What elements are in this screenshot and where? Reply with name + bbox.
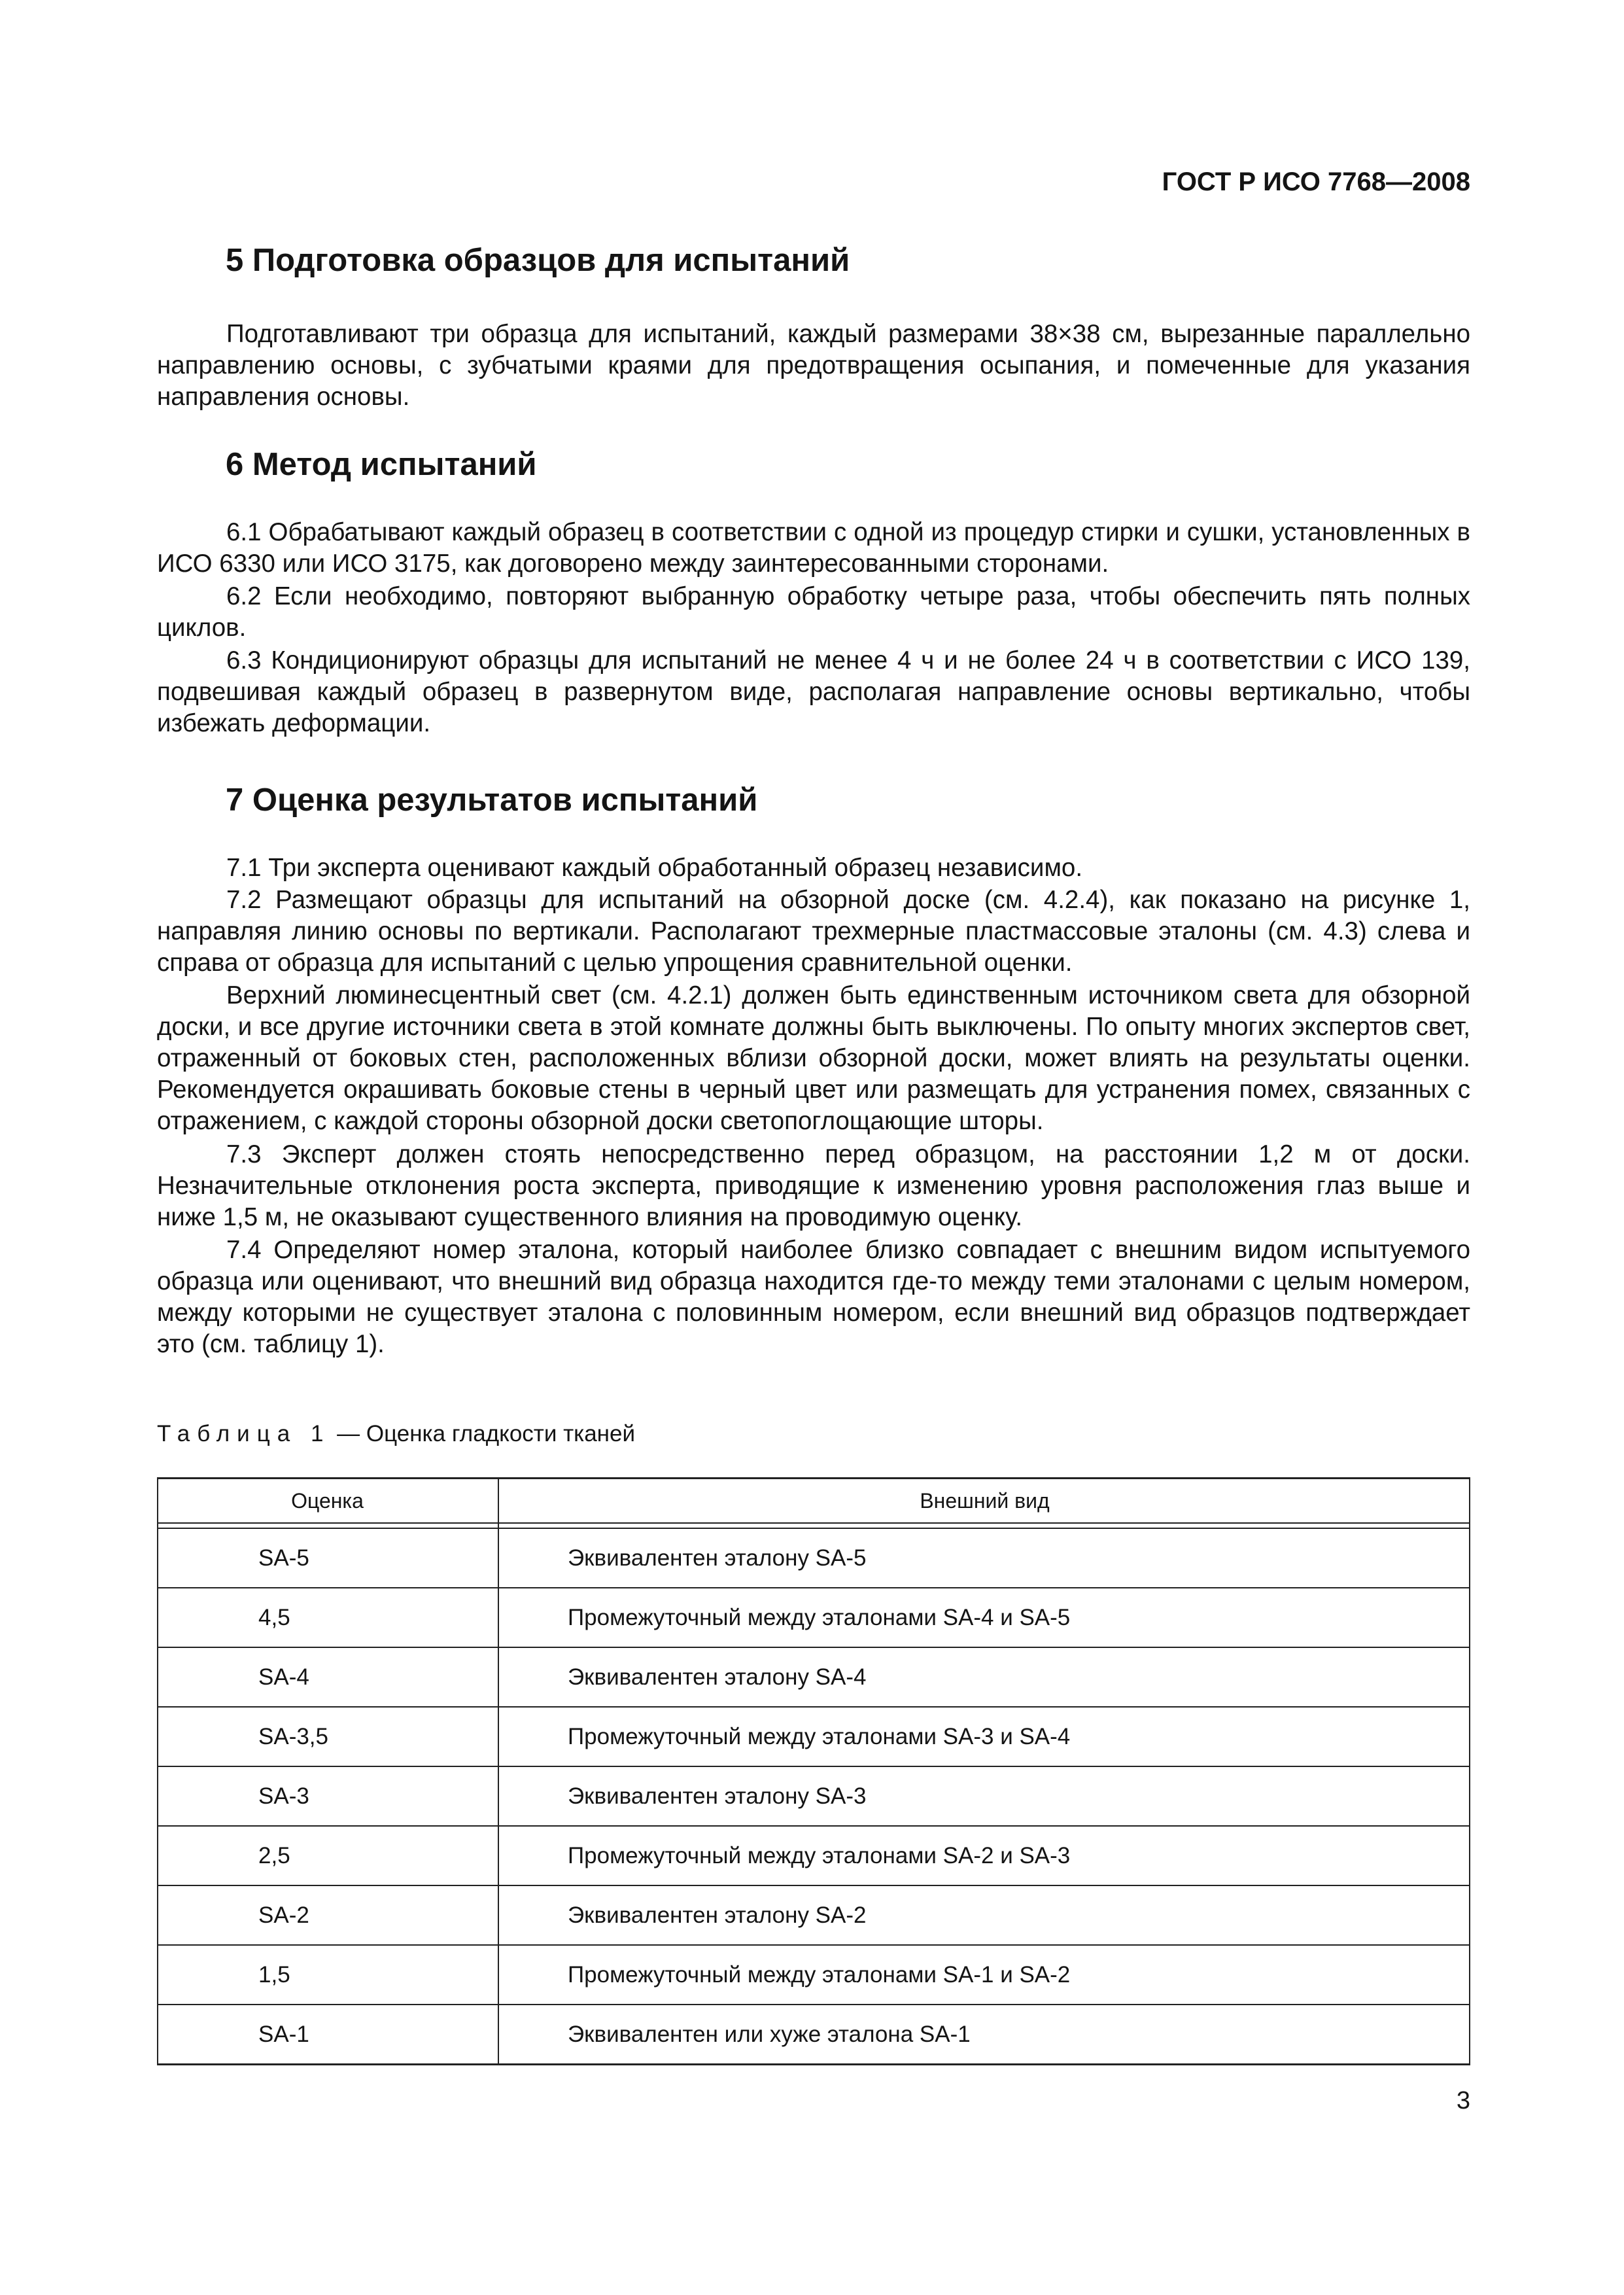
appearance-cell: Промежуточный между эталонами SA-2 и SA-3 xyxy=(498,1826,1470,1885)
section-6-3-paragraph: 6.3 Кондиционируют образцы для испытаний не менее 4 ч и не более 24 ч в соответствии с ИСО 139, подвешивая каждый образец в развернутом виде, располагая направление основы вертикально, чтобы избежать деформации. xyxy=(157,646,1470,737)
section-6-heading: 6 Метод испытаний xyxy=(226,447,537,482)
grade-cell: SA-5 xyxy=(157,1528,498,1588)
appearance-cell: Промежуточный между эталонами SA-1 и SA-2 xyxy=(498,1945,1470,2005)
section-7-3-paragraph: 7.3 Эксперт должен стоять непосредственно перед образцом, на расстоянии 1,2 м от доски. Незначительные отклонения роста эксперта, приводящие к изменению уровня расположения глаз выше и ниже 1,5 м, не оказывают существенного влияния на проводимую оценку. xyxy=(157,1140,1470,1231)
table-row xyxy=(157,1528,1470,1588)
section-7-4-paragraph: 7.4 Определяют номер эталона, который наиболее близко совпадает с внешним видом испытуемого образца или оценивают, что внешний вид образца находится где-то между теми эталонами с целым номером, между которыми не существует эталона с половинным номером, если внешний вид образцов подтверждает это (см. таблицу 1). xyxy=(157,1236,1470,1358)
section-7-1-paragraph: 7.1 Три эксперта оценивают каждый обработанный образец независимо. xyxy=(226,854,1083,882)
table-caption xyxy=(157,1421,1138,1447)
appearance-cell: Эквивалентен эталону SA-2 xyxy=(498,1885,1470,1945)
grading-table xyxy=(157,1477,1470,2065)
table-row xyxy=(157,1885,1470,1945)
appearance-cell: Промежуточный между эталонами SA-3 и SA-4 xyxy=(498,1707,1470,1766)
section-7-2-paragraph: 7.2 Размещают образцы для испытаний на обзорной доске (см. 4.2.4), как показано на рисунке 1, направляя линию основы по вертикали. Располагают трехмерные пластмассовые эталоны (см. 4.3) слева и справа от образца для испытаний с целью упрощения сравнительной оценки. xyxy=(157,886,1470,977)
table-row xyxy=(157,1588,1470,1647)
document-code: ГОСТ Р ИСО 7768—2008 xyxy=(1162,167,1470,196)
table-1 xyxy=(157,1477,1470,2065)
grade-cell: SA-1 xyxy=(157,2005,498,2065)
table-row xyxy=(157,1707,1470,1766)
grade-cell: 2,5 xyxy=(157,1826,498,1885)
grade-cell: 1,5 xyxy=(157,1945,498,2005)
appearance-cell: Эквивалентен эталону SA-4 xyxy=(498,1647,1470,1707)
table-row xyxy=(157,1945,1470,2005)
grade-cell: SA-3 xyxy=(157,1766,498,1826)
page-number: 3 xyxy=(1456,2087,1470,2114)
table-row xyxy=(157,1766,1470,1826)
header-grade: Оценка xyxy=(157,1479,498,1524)
table-caption-title: — Оценка гладкости тканей xyxy=(330,1421,636,1446)
section-5-heading: 5 Подготовка образцов для испытаний xyxy=(226,243,850,278)
appearance-cell: Промежуточный между эталонами SA-4 и SA-5 xyxy=(498,1588,1470,1647)
appearance-cell: Эквивалентен эталону SA-5 xyxy=(498,1528,1470,1588)
section-6-1-paragraph: 6.1 Обрабатывают каждый образец в соответствии с одной из процедур стирки и сушки, установленных в ИСО 6330 или ИСО 3175, как договорено между заинтересованными сторонами. xyxy=(157,518,1470,578)
section-6-2-paragraph: 6.2 Если необходимо, повторяют выбранную обработку четыре раза, чтобы обеспечить пять полных циклов. xyxy=(157,582,1470,642)
table-header-row xyxy=(157,1479,1470,1524)
table-row xyxy=(157,1826,1470,1885)
appearance-cell: Эквивалентен или хуже эталона SA-1 xyxy=(498,2005,1470,2065)
table-caption-label: Таблица 1 xyxy=(157,1421,331,1446)
appearance-cell: Эквивалентен эталону SA-3 xyxy=(498,1766,1470,1826)
grade-cell: SA-3,5 xyxy=(157,1707,498,1766)
section-5-paragraph: Подготавливают три образца для испытаний, каждый размерами 38×38 см, вырезанные параллельно направлению основы, с зубчатыми краями для предотвращения осыпания, и помеченные для указания направления основы. xyxy=(157,320,1470,411)
table-row xyxy=(157,1647,1470,1707)
section-7-heading: 7 Оценка результатов испытаний xyxy=(226,782,758,818)
grade-cell: SA-2 xyxy=(157,1885,498,1945)
header-appearance: Внешний вид xyxy=(498,1479,1470,1524)
grade-cell: 4,5 xyxy=(157,1588,498,1647)
table-row xyxy=(157,2005,1470,2065)
grade-cell: SA-4 xyxy=(157,1647,498,1707)
section-7-lighting-paragraph: Верхний люминесцентный свет (см. 4.2.1) должен быть единственным источником света для обзорной доски, и все другие источники света в этой комнате должны быть выключены. По опыту многих экспертов свет, отраженный от боковых стен, расположенных вблизи обзорной доски, может влиять на результаты оценки. Рекомендуется окрашивать боковые стены в черный цвет или размещать для устранения помех, связанных с отражением, с каждой стороны обзорной доски светопоглощающие шторы. xyxy=(157,981,1470,1135)
